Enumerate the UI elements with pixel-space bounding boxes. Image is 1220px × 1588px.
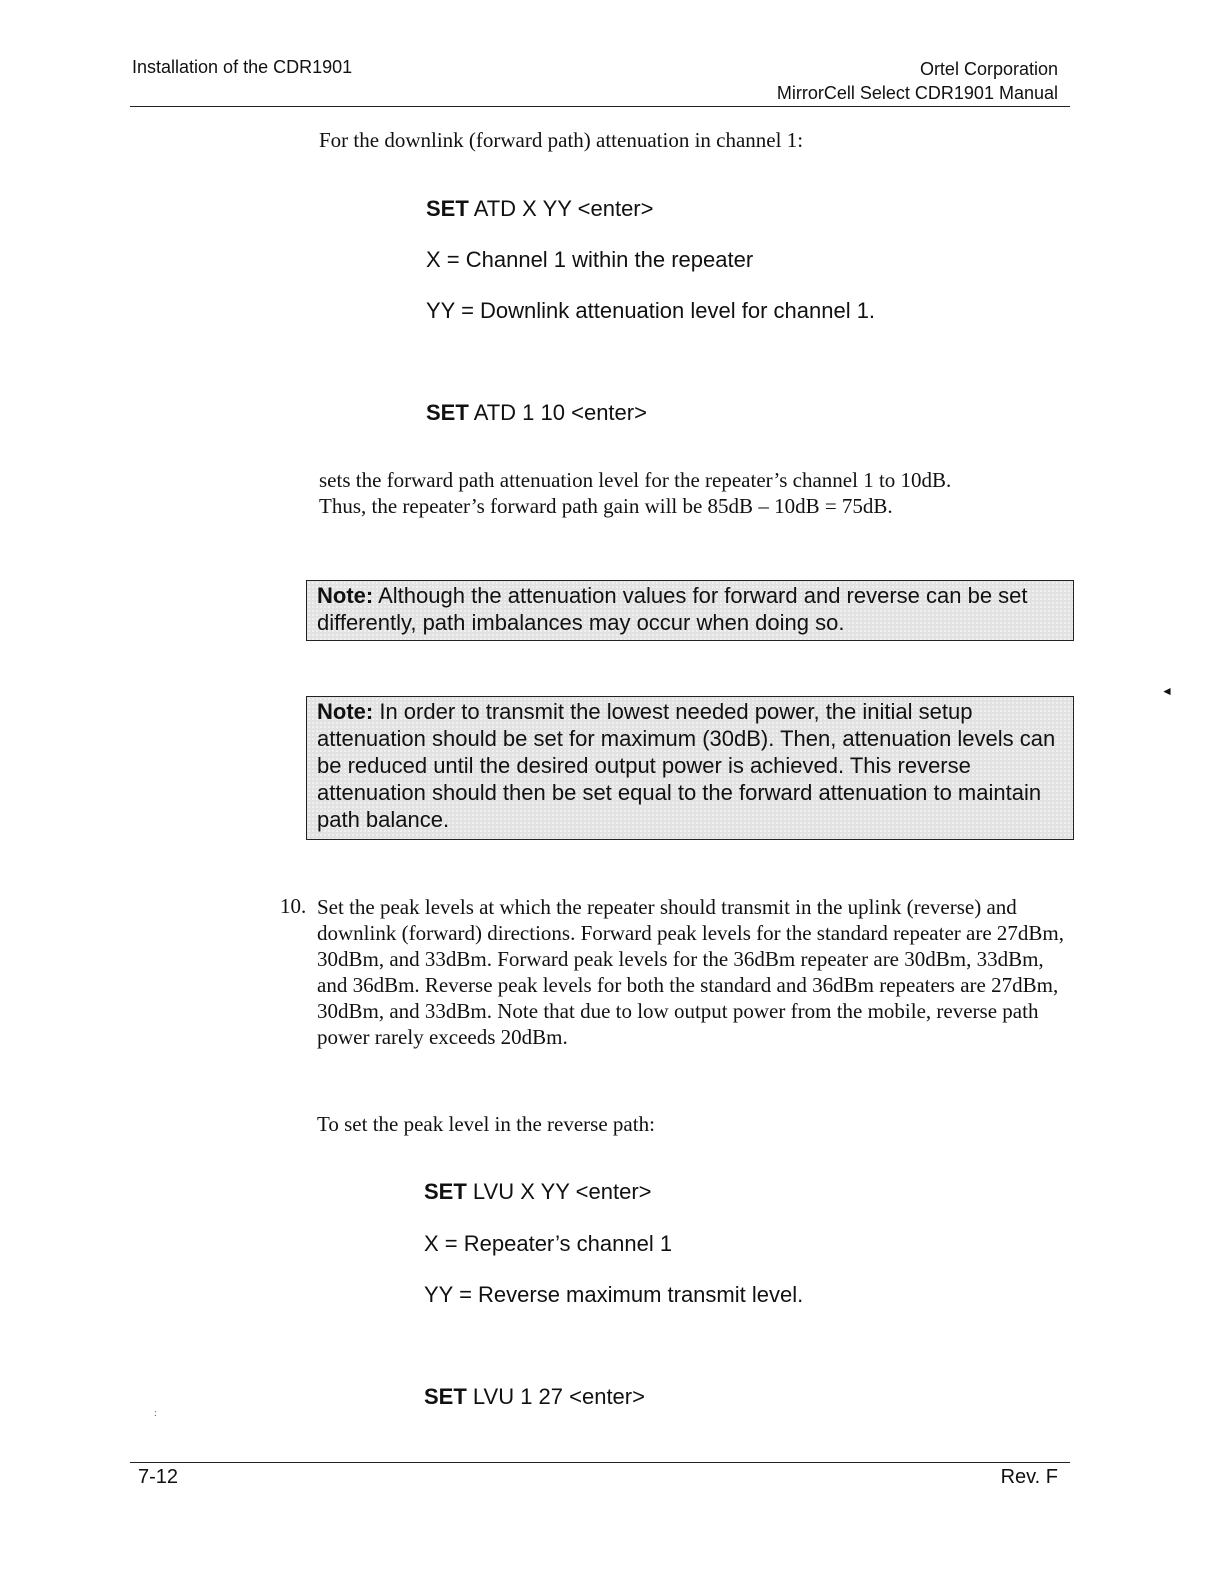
note-label: Note: [317,699,374,724]
step-10-text: Set the peak levels at which the repeater should transmit in the uplink (reverse) and downlink (forward) directions. Forward peak levels for the standard repeater are 27dBm, 30dBm, and 33dBm. Forward peak levels for the 36dBm repeater are 30dBm, 33dBm, and 36dBm. Reverse peak levels for both the standard and 36dBm repeaters are 27dBm, 30dBm, and 33dBm. Note that due to low output power from the mobile, reverse path power rarely exceeds 20dBm. [317,895,1064,1049]
lvu-command-example [424,1384,645,1410]
page-number: 7-12 [138,1466,179,1488]
note-box-attenuation-setup [306,696,1074,840]
step-number: 10. [280,894,307,918]
downlink-intro: For the downlink (forward path) attenuation in channel 1: [319,128,804,152]
header-rule [130,106,1070,107]
header-section-title: Installation of the CDR1901 [132,57,353,77]
header-company: Ortel Corporation [919,59,1058,79]
note-text: Although the attenuation values for forward and reverse can be set differently, path imbalances may occur when doing so. [317,583,1028,635]
header-manual-info [777,57,1058,105]
atd-explanation-line2: Thus, the repeater’s forward path gain will be 85dB – 10dB = 75dB. [319,494,893,518]
atd-command-syntax [426,196,653,222]
scan-speck: : [154,1408,157,1419]
lvu-x-definition: X = Repeater’s channel 1 [424,1231,673,1256]
atd-syntax: ATD X YY <enter> [473,196,654,221]
atd-x-definition: X = Channel 1 within the repeater [426,247,754,272]
lvu-example: LVU 1 27 <enter> [472,1384,645,1409]
footer-rule [130,1462,1070,1463]
reverse-intro: To set the peak level in the reverse path: [317,1112,655,1136]
atd-example-keyword: SET [426,400,469,425]
note-box-imbalance [306,580,1074,641]
note-text: In order to transmit the lowest needed power, the initial setup attenuation should be set for maximum (30dB). Then, attenuation levels can be reduced until the desired output power is achieved. This reverse attenuation should then be set equal to the forward attenuation to maintain path balance. [317,699,1056,832]
atd-example: ATD 1 10 <enter> [473,400,647,425]
margin-change-marker: ◄ [1161,684,1173,698]
header-manual-title: MirrorCell Select CDR1901 Manual [776,83,1058,103]
atd-set-keyword: SET [426,196,469,221]
revision-label: Rev. F [1000,1466,1058,1488]
atd-explanation-line1: sets the forward path attenuation level for the repeater’s channel 1 to 10dB. [319,468,952,492]
atd-command-example [426,400,647,426]
lvu-yy-definition: YY = Reverse maximum transmit level. [424,1282,804,1307]
note-label: Note: [317,583,374,608]
lvu-set-keyword: SET [424,1179,467,1204]
atd-explanation [319,467,1079,519]
atd-yy-definition: YY = Downlink attenuation level for channel 1. [426,298,876,323]
lvu-example-keyword: SET [424,1384,467,1409]
lvu-command-syntax [424,1179,652,1205]
lvu-syntax: LVU X YY <enter> [472,1179,652,1204]
